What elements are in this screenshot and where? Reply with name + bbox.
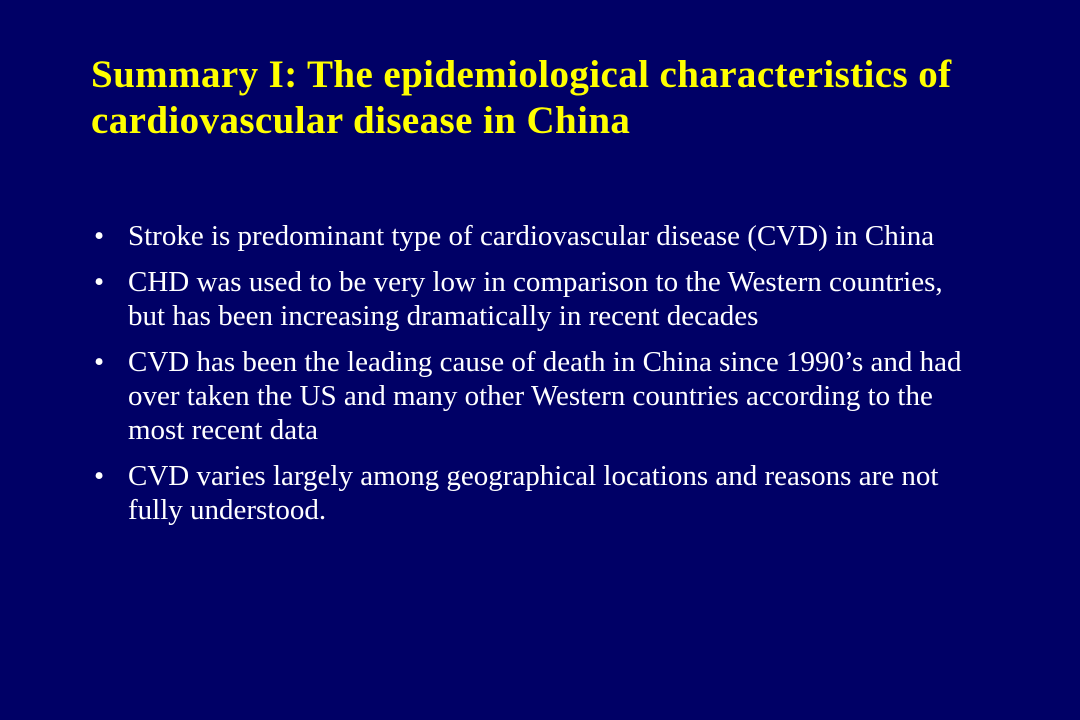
bullet-marker: • [94,346,105,378]
slide-title: Summary I: The epidemiological characteristics of cardiovascular disease in China [91,53,952,142]
bullet-marker: • [94,220,105,252]
bullet-text: CVD varies largely among geographical locations and reasons are not fully understood. [128,460,939,526]
bullet-text: CVD has been the leading cause of death in China since 1990’s and had over taken the US and many other Western countries according to the most recent data [128,346,962,446]
bullet-item [94,265,974,333]
bullet-item [94,219,974,253]
bullet-text: Stroke is predominant type of cardiovascular disease (CVD) in China [128,220,935,252]
bullet-list [94,219,974,539]
bullet-item [94,459,974,527]
bullet-item [94,345,974,447]
bullet-marker: • [94,460,105,492]
bullet-marker: • [94,266,105,298]
bullet-text: CHD was used to be very low in comparison to the Western countries, but has been increasing dramatically in recent decades [128,266,943,332]
